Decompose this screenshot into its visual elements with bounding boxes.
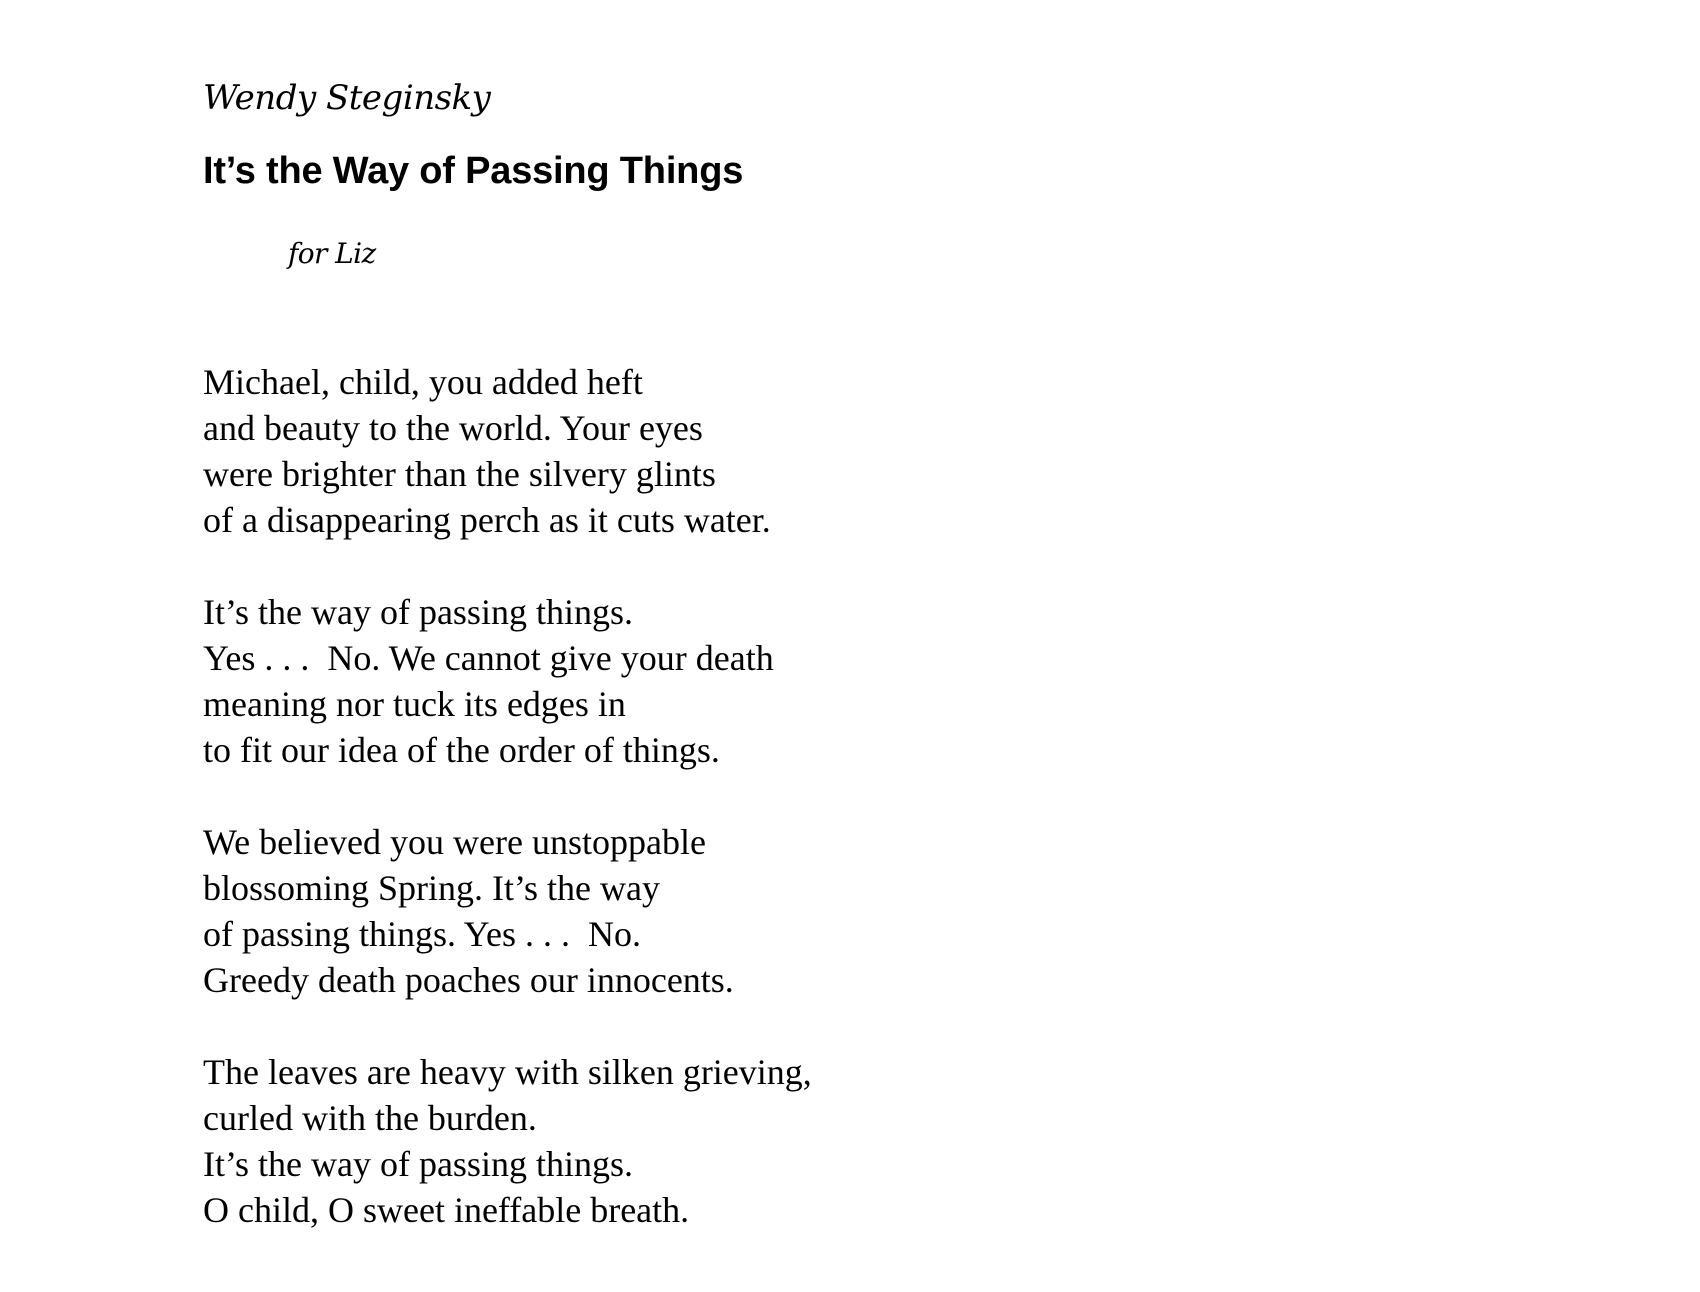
poem-line: The leaves are heavy with silken grieving, — [203, 1052, 812, 1092]
poem-line: Greedy death poaches our innocents. — [203, 960, 734, 1000]
poem-line: of a disappearing perch as it cuts water. — [203, 500, 771, 540]
poem-line: Yes . . . No. We cannot give your death — [203, 638, 774, 678]
poem-line: blossoming Spring. It’s the way — [203, 868, 660, 908]
poem-line: O child, O sweet ineffable breath. — [203, 1190, 690, 1230]
dedication: for Liz — [288, 237, 376, 270]
poem-line: It’s the way of passing things. — [203, 592, 633, 632]
poem-body — [203, 359, 1503, 1233]
stanza-3 — [203, 819, 1503, 1003]
poem-page — [203, 74, 1503, 1279]
poem-line: of passing things. Yes . . . No. — [203, 914, 642, 954]
author-name: Wendy Steginsky — [203, 78, 491, 118]
stanza-2 — [203, 589, 1503, 773]
poem-line: It’s the way of passing things. — [203, 1144, 633, 1184]
poem-line: and beauty to the world. Your eyes — [203, 408, 703, 448]
poem-line: to fit our idea of the order of things. — [203, 730, 720, 770]
poem-line: were brighter than the silvery glints — [203, 454, 716, 494]
poem-line: meaning nor tuck its edges in — [203, 684, 626, 724]
poem-line: curled with the burden. — [203, 1098, 537, 1138]
stanza-4 — [203, 1049, 1503, 1233]
stanza-1 — [203, 359, 1503, 543]
poem-title: It’s the Way of Passing Things — [203, 150, 744, 192]
poem-line: We believed you were unstoppable — [203, 822, 706, 862]
poem-line: Michael, child, you added heft — [203, 362, 643, 402]
